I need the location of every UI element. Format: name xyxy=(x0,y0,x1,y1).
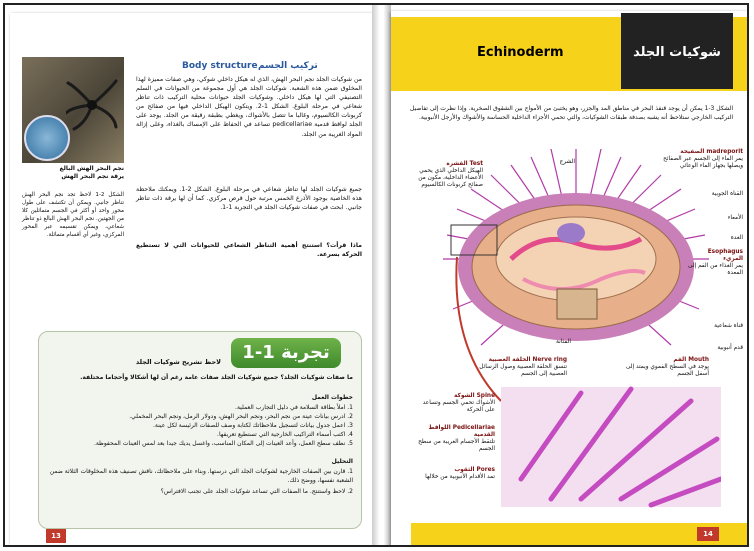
label-nerve-ring-title: Nerve ring الحلقة العصبية xyxy=(488,357,567,363)
brittle-star-photo xyxy=(22,57,124,163)
label-test-desc: الهيكل الداخلي الذي يحمي الأعضاء الداخلية، مكون من صفائح كربونات الكالسيوم xyxy=(418,168,483,188)
label-tube-feet: قدم أنبوبية xyxy=(717,345,743,351)
section-title-ar: تركيب الجسم xyxy=(258,61,318,71)
label-madreporit-title: madreporit الصفيحة xyxy=(680,149,743,155)
step-5: 5. نظف سطح العمل، وأعد العينات إلى المكان المناسب، واغسل يديك جيدا بعد لمس العينات المحفوظة. xyxy=(93,440,353,447)
label-pores-title: Pores الثقوب xyxy=(454,467,495,473)
label-mouth-title: Mouth الفم xyxy=(673,357,709,363)
body-paragraph-1: من شوكيات الجلد نجم البحر الهش، الذي له هيكل داخلي شوكي، وهي صفات مميزة لهذا المخلوق ضمن هذه الشعبة. شوكيات الجلد هي أول مجموعة من الحيوانات في السلم التصنيفي التي لها هيكل داخلي. وشوكيات الجلد حيوانات محلية التركيب ذات تناظر شعاعي في مرحلة البلوغ. الشكل 1-2. ويتكون الهيكل الداخلي فيها من صفائح من كربونات الكالسيوم، وغالبا ما تتصل بالأشواك، ويغطي بطبقة رقيقة من الجلد. يوجد على الجلد لواقط قدمية pedicellariae تساعد في الحفاظ على الإمساك بالغذاء، وعلى إزالة المواد الغريبة من الجلد. xyxy=(136,76,362,138)
step-2: 2. ادرس بيانات عينة من نجم البحر، ونجم البحر الهش، ودولار الرمل، ونجم البحر المخملي. xyxy=(129,413,353,420)
experiment-subtitle: لاحظ تشريح شوكيات الجلد xyxy=(135,358,221,366)
label-canal: القناة الجوبية xyxy=(711,191,743,197)
step-1: 1. املأ بطاقة السلامة في دليل التجارب العملية. xyxy=(235,404,353,411)
title-arabic: شوكيات الجلد xyxy=(621,13,733,89)
label-esophagus-title: Esophagus المريء xyxy=(707,249,743,262)
left-page xyxy=(10,13,372,545)
page-number-right: 14 xyxy=(697,527,719,541)
label-spine-title: Spine الشوكة xyxy=(454,393,495,399)
analysis-title: التحليل xyxy=(331,458,353,465)
analysis-2: 2. لاحظ واستنتج. ما الصفات التي تساعد شوكيات الجلد على تجنب الافتراس؟ xyxy=(160,488,353,495)
step-4: 4. اكتب أسماء التراكيب الخارجية التي تستطيع تعريفها. xyxy=(217,431,353,438)
label-pedicellariae-title: Pedicellariae اللواقط القدمية xyxy=(428,425,495,438)
title-english: Echinoderm xyxy=(477,45,564,60)
experiment-question: ما صفات شوكيات الجلد؟ جميع شوكيات الجلد صفات عامة رغم أن لها أشكالا وأحجاما مختلفة. xyxy=(80,374,353,381)
body-paragraph-2: جميع شوكيات الجلد لها تناظر شعاعي في مرحلة البلوغ. الشكل 2-1. ويمكنك ملاحظة هذه الخاصية بوجود الأذرع الخمس مرتبة حول قرص مركزي. كما أن لها يرقة ذات تناظر جانبي. ابحث في صفات شوكيات الجلد في التجربة 1-1. xyxy=(136,186,362,212)
figure-intro: الشكل 3-1 يمكن أن يوجد قنفذ البحر في مناطق المد والجزر، وهو يختبئ من الأمواج بين الشقوق الصخرية. وإذا نظرت إلى تفاصيل التركيب الخارجي ستلاحظ أنه يشبه بصدفة طبقات الشوكيات، والتي تحمي الأجزاء الداخلية الحساسة والأشواك والأرجل الأنبوبية. xyxy=(409,105,733,121)
label-test xyxy=(413,161,483,189)
figure-note: الشكل 2-1 لاحظ تجد نجم البحر الهش تناظر جانبي. ويمكن أن تكتشف على طول محور واحد أو أكثر في الجسم متماثلين كلا من الجهتين. نجم البحر الهش البالغ ذو تناظر شعاعي، ويمكن تقسيمه عبر المحور المركزي، وغير أي أقسام متماثلة. xyxy=(22,192,124,238)
label-mouth xyxy=(619,357,709,378)
page-number-left: 13 xyxy=(46,529,66,543)
label-intestine: الأمعاء xyxy=(727,215,743,221)
label-pedicellariae-desc: تلتقط الأجسام الغريبة من سطح الجسم xyxy=(418,439,495,452)
label-radial-canal: قناة شعاعية xyxy=(714,323,743,329)
book-spread xyxy=(3,3,749,547)
label-nerve-ring xyxy=(471,357,567,378)
step-3: 3. اعمل جدول بيانات لتسجيل ملاحظاتك لكتابة وصف للصفات الرئيسة لكل عينة. xyxy=(152,422,353,429)
reading-check-question: ماذا قرأت؟ استنتج أهمية التناظر الشعاعي للحيوانات التي لا تستطيع الحركة بسرعة. xyxy=(136,242,362,259)
photo-caption-larva: يرقة نجم البحر الهش xyxy=(61,173,124,180)
label-spine-desc: الأشواك تحمي الجسم وتساعد على الحركة xyxy=(422,400,495,413)
label-madreporit xyxy=(649,149,743,170)
label-pedicellariae xyxy=(411,425,495,453)
spine-closeup xyxy=(501,387,721,507)
label-mouth-desc: يوجد في السطح الفموي ويمتد إلى أسفل الجسم xyxy=(625,364,709,377)
label-pores xyxy=(411,467,495,481)
label-madreporit-desc: يمر الماء إلى الجسم عبر الصفائح ويصلها بجهاز الماء الوعائي xyxy=(663,156,743,169)
book-fold xyxy=(372,5,391,547)
label-spine xyxy=(411,393,495,414)
experiment-badge: تجربة 1-1 xyxy=(231,338,341,368)
label-anus: الشرج xyxy=(559,159,575,165)
right-page xyxy=(391,11,749,547)
label-ampulla: المثانة xyxy=(556,339,571,345)
section-title-en: Body structure xyxy=(182,61,258,71)
steps-title: خطوات العمل xyxy=(311,394,353,401)
label-esophagus xyxy=(687,249,743,277)
urchin-lantern xyxy=(557,289,597,319)
label-esophagus-desc: يمر الغذاء من الفم إلى المعدة xyxy=(688,263,743,276)
brittle-star-icon xyxy=(66,79,118,131)
sea-urchin-diagram xyxy=(428,139,721,509)
analysis-1: 1. قارن بين الصفات الخارجية لشوكيات الجلد التي درستها. وبناء على ملاحظاتك، ناقش تصنيف هذه المخلوقات الثلاثة ضمن الشعبة نفسها، ووضح ذلك. xyxy=(49,468,353,484)
photo-caption-adult: نجم البحر الهش البالغ xyxy=(59,165,124,172)
label-nerve-ring-desc: تنسق الحلقة العصبية وصول الرسائل العصبية إلى الجسم xyxy=(479,364,567,377)
photo-caption xyxy=(22,165,124,181)
experiment-box xyxy=(38,331,362,529)
label-pores-desc: تمد الأقدام الأنبوبية من خلالها xyxy=(425,474,495,480)
larva-inset xyxy=(24,115,70,161)
label-test-title: Test القشرة xyxy=(446,161,483,167)
label-gonad: الغدة xyxy=(730,235,743,241)
urchin-madreporite xyxy=(557,223,585,243)
